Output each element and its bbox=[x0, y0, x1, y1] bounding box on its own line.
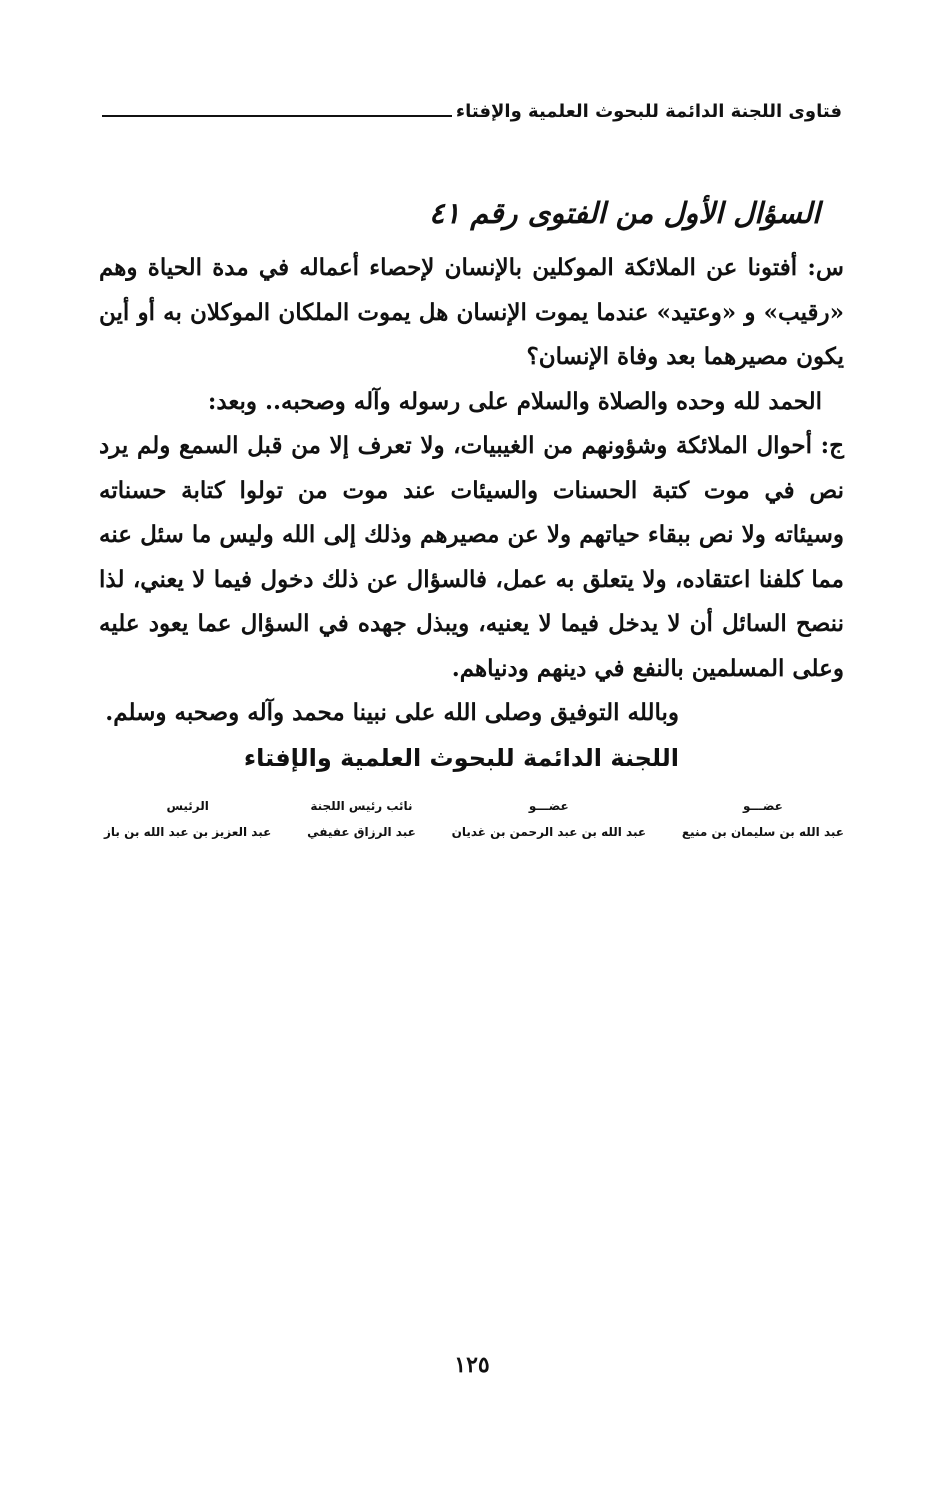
signature-president bbox=[104, 796, 271, 842]
opening-paragraph: الحمد لله وحده والصلاة والسلام على رسوله وآله وصحبه.. وبعد: bbox=[207, 387, 822, 415]
answer-paragraph: ج: أحوال الملائكة وشؤونهم من الغيبيات، ولا تعرف إلا من قبل السمع ولم يرد نص في موت كتبة الحسنات والسيئات عند موت من تولوا كتابة حسناته وسيئاته ولا نص ببقاء حياتهم ولا عن مصيرهم وذلك إلى الله وليس ما سئل عنه مما كلفنا اعتقاده، ولا يتعلق به عمل، فالسؤال عن ذلك دخول فيما لا يعني، لذا ننصح السائل أن لا يدخل فيما لا يعنيه، ويبذل جهده في السؤال عما يعود عليه وعلى المسلمين بالنفع في دينهم ودنياهم. bbox=[99, 432, 844, 682]
closing-paragraph: وبالله التوفيق وصلى الله على نبينا محمد وآله وصحبه وسلم. bbox=[105, 699, 679, 726]
signature-name: عبد الله بن سليمان بن منيع bbox=[681, 825, 844, 839]
signature-name: عبد الرزاق عفيفي bbox=[307, 825, 416, 839]
signature-role: نائب رئيس اللجنة bbox=[310, 799, 413, 813]
signature-role: عضـــو bbox=[528, 799, 569, 813]
signature-vice-president bbox=[307, 796, 416, 842]
header-rule bbox=[102, 115, 452, 117]
running-header-title: فتاوى اللجنة الدائمة للبحوث العلمية والإفتاء bbox=[455, 101, 842, 122]
signature-member-2 bbox=[452, 796, 646, 842]
committee-name: اللجنة الدائمة للبحوث العلمية والإفتاء bbox=[243, 743, 679, 772]
signature-role: الرئيس bbox=[166, 799, 209, 813]
signature-member-1 bbox=[682, 796, 844, 842]
running-header bbox=[102, 86, 842, 126]
question-paragraph: س: أفتونا عن الملائكة الموكلين بالإنسان لإحصاء أعماله في مدة الحياة وهم «رقيب» و «وعتيد» عندما يموت الإنسان هل يموت الملكان الموكلان به أو أين يكون مصيرهما بعد وفاة الإنسان؟ bbox=[99, 254, 844, 370]
fatwa-body bbox=[99, 246, 844, 780]
signatures-block bbox=[104, 796, 844, 842]
fatwa-title: السؤال الأول من الفتوى رقم ٤١ bbox=[429, 196, 820, 230]
signature-name: عبد العزيز بن عبد الله بن باز bbox=[104, 825, 272, 839]
signature-name: عبد الله بن عبد الرحمن بن غديان bbox=[451, 825, 647, 839]
signature-role: عضـــو bbox=[743, 799, 783, 813]
page-number: ١٢٥ bbox=[454, 1352, 490, 1378]
